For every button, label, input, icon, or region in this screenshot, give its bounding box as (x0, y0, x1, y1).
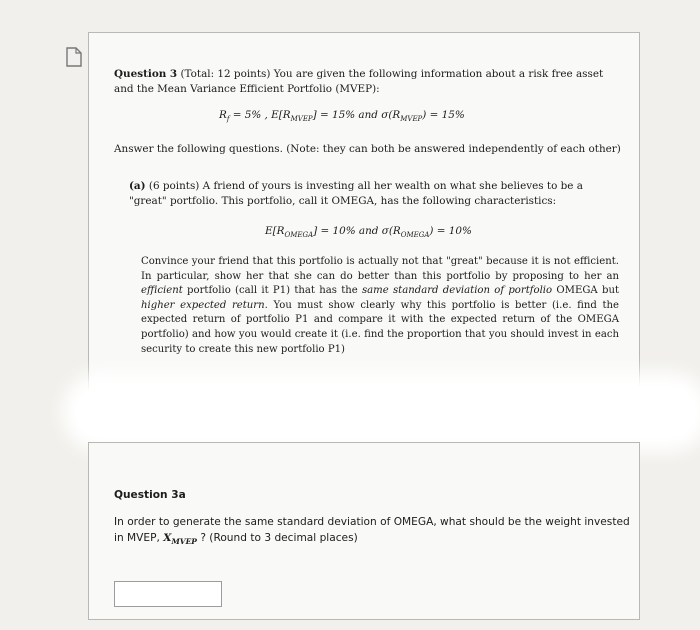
question-3a-card (88, 442, 640, 620)
answer-instruction: Answer the following questions. (Note: they can both be answered independently of each other) (114, 143, 621, 155)
question-3a-title: Question 3a (114, 489, 186, 501)
given-formula: $R_f = 5\%$ , $E[R_{MVEP}] = 15\%$ and $\sigma(R_{MVEP}) = 15\%$ (219, 109, 465, 124)
redacted-band (76, 386, 696, 438)
part-a-intro (129, 179, 619, 209)
question-3a-text: In order to generate the same standard deviation of OMEGA, what should be the weight invested in MVEP, $X_{MVEP}$ ? (Round to 3 decimal places) (114, 516, 630, 547)
answer-input[interactable] (114, 581, 222, 607)
part-a-label: (a) (129, 180, 146, 192)
question-card (88, 32, 640, 392)
document-icon (64, 46, 84, 68)
x-variable: $X_{MVEP}$ (163, 532, 197, 547)
question-number: Question 3 (114, 68, 178, 80)
question-header (114, 67, 624, 97)
part-a-text: (6 points) A friend of yours is investing all her wealth on what she believes to be a "great" portfolio. This portfolio, call it OMEGA, has the following characteristics: (129, 180, 583, 207)
omega-formula: $E[R_{OMEGA}] = 10\%$ and $\sigma(R_{OMEGA}) = 10\%$ (265, 225, 472, 240)
part-a-body: Convince your friend that this portfolio is actually not that "great" because it is not efficient. In particular, show her that she can do better than this portfolio by proposing to her an efficient portfolio (call it P1) that has the same standard deviation of portfolio OMEGA but higher expected return. You must show clearly why this portfolio is better (i.e. find the expected return of portfolio P1 and compare it with the expected return of the OMEGA portfolio) and how you would create it (i.e. find the proportion that you should invest in each security to create this new portfolio P1) (141, 256, 619, 355)
question-intro: (Total: 12 points) You are given the following information about a risk free asset and the Mean Variance Efficient Portfolio (MVEP): (114, 68, 604, 95)
